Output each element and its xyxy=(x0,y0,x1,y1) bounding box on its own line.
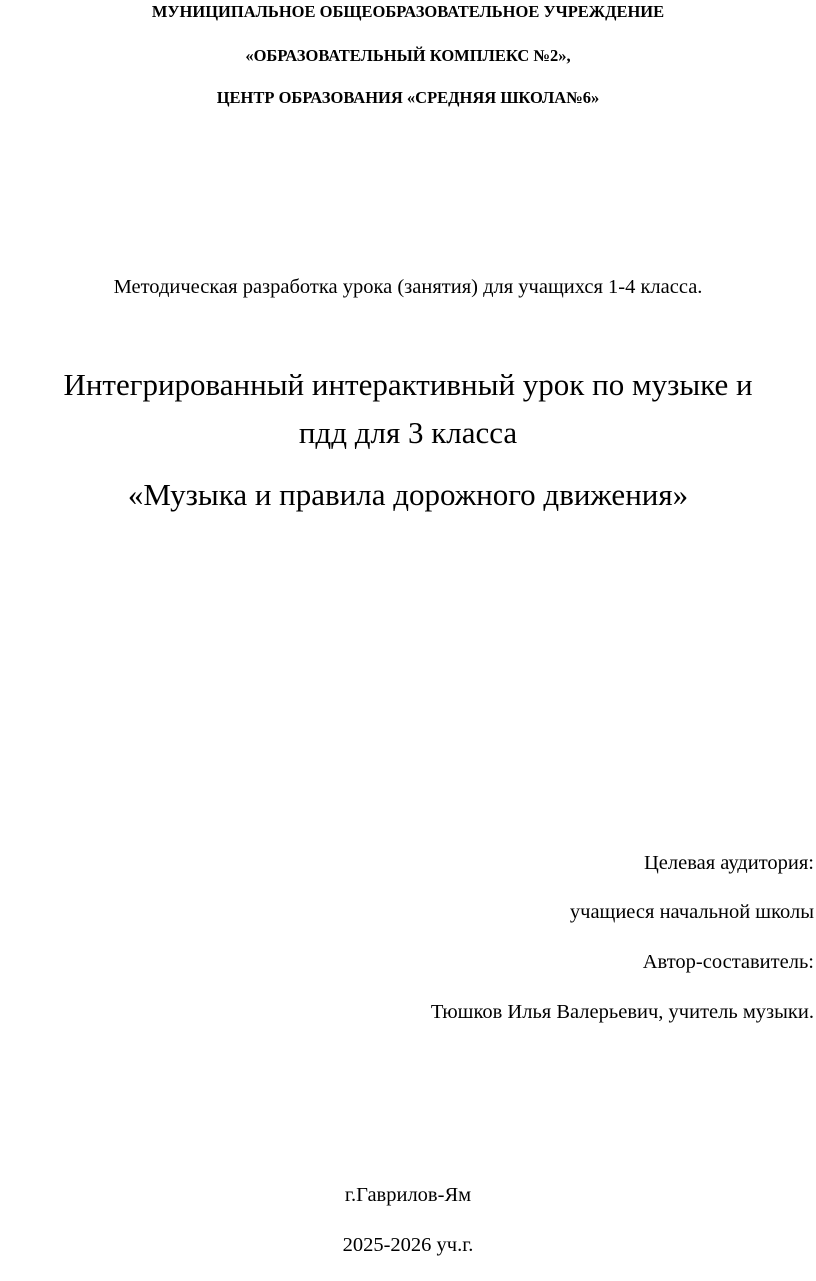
academic-year: 2025-2026 уч.г. xyxy=(342,1234,474,1256)
target-audience-label: Целевая аудитория: xyxy=(644,852,814,874)
lesson-title-line-1: Интегрированный интерактивный урок по музыке и xyxy=(63,367,753,402)
institution-name-line-3: ЦЕНТР ОБРАЗОВАНИЯ «СРЕДНЯЯ ШКОЛА№6» xyxy=(216,88,600,107)
institution-name-line-1: МУНИЦИПАЛЬНОЕ ОБЩЕОБРАЗОВАТЕЛЬНОЕ УЧРЕЖДЕНИЕ xyxy=(151,2,665,21)
lesson-title-line-3: «Музыка и правила дорожного движения» xyxy=(127,477,689,512)
lesson-title-line-2: пдд для 3 класса xyxy=(298,415,518,450)
document-subtitle: Методическая разработка урока (занятия) для учащихся 1-4 класса. xyxy=(113,276,703,298)
author-label: Автор-составитель: xyxy=(642,951,814,973)
target-audience-value: учащиеся начальной школы xyxy=(569,901,814,923)
city: г.Гаврилов-Ям xyxy=(344,1184,472,1206)
institution-name-line-2: «ОБРАЗОВАТЕЛЬНЫЙ КОМПЛЕКС №2», xyxy=(245,46,571,65)
author-value: Тюшков Илья Валерьевич, учитель музыки. xyxy=(430,1001,814,1023)
